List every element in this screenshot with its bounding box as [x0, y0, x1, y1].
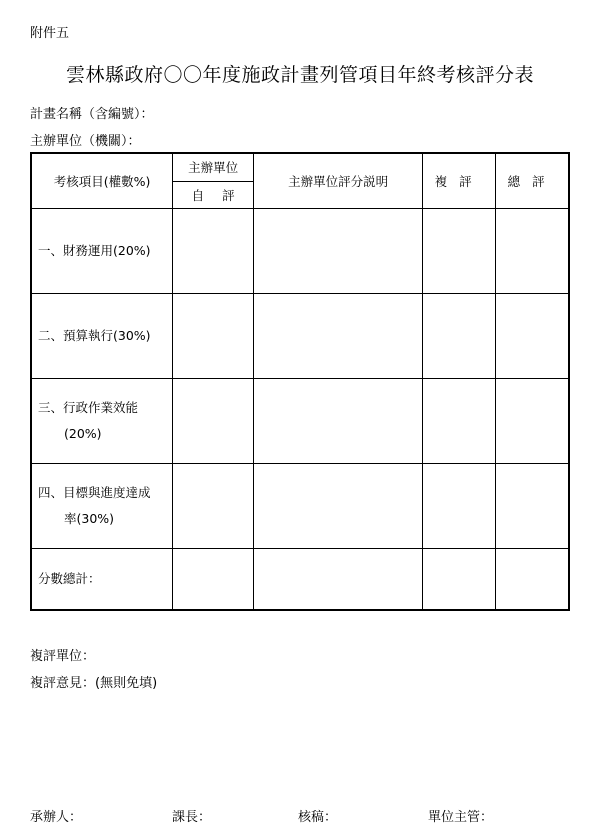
- row-item-label: [31, 464, 173, 549]
- overall-cell[interactable]: [496, 209, 569, 294]
- self-eval-cell[interactable]: [173, 209, 254, 294]
- header-overall: 總評: [496, 153, 569, 209]
- review-unit-label: 複評單位：: [30, 649, 96, 664]
- total-self-eval-cell[interactable]: [173, 549, 254, 611]
- row-item-label: [31, 294, 173, 379]
- row-item-line2: (20%): [64, 426, 102, 441]
- signature-unit-head: 單位主管：: [428, 810, 494, 825]
- attachment-label: 附件五: [30, 26, 70, 41]
- table-row: [31, 294, 569, 379]
- signature-section-chief: 課長：: [172, 810, 212, 825]
- total-review-cell[interactable]: [422, 549, 495, 611]
- table-row: [31, 209, 569, 294]
- header-review: 複評: [422, 153, 495, 209]
- review-opinion-label: 複評意見：(無則免填): [30, 676, 158, 691]
- row-item-line1: 三、行政作業效能: [38, 400, 139, 415]
- row-item-line1: 一、財務運用(20%): [38, 243, 151, 258]
- self-eval-cell[interactable]: [173, 464, 254, 549]
- review-cell[interactable]: [422, 294, 495, 379]
- row-item-line1: 二、預算執行(30%): [38, 328, 151, 343]
- table-header-row: [31, 153, 569, 209]
- review-cell[interactable]: [422, 464, 495, 549]
- self-eval-cell[interactable]: [173, 379, 254, 464]
- row-item-line1: 四、目標與進度達成: [38, 485, 151, 500]
- overall-cell[interactable]: [496, 464, 569, 549]
- explanation-cell[interactable]: [254, 379, 423, 464]
- review-cell[interactable]: [422, 379, 495, 464]
- explanation-cell[interactable]: [254, 209, 423, 294]
- overall-cell[interactable]: [496, 294, 569, 379]
- table-row: [31, 379, 569, 464]
- row-item-line2: 率(30%): [64, 511, 115, 526]
- header-self-eval: [173, 153, 254, 209]
- evaluation-table: [30, 152, 570, 611]
- explanation-cell[interactable]: [254, 464, 423, 549]
- total-label-text: 分數總計：: [38, 571, 101, 586]
- header-self-eval-top: 主辦單位: [173, 154, 253, 182]
- header-self-eval-bottom: 自評: [191, 187, 253, 203]
- signature-approver: 核稿：: [298, 810, 338, 825]
- host-unit-label: 主辦單位（機關）：: [30, 134, 141, 149]
- row-item-label: [31, 209, 173, 294]
- header-explanation: 主辦單位評分説明: [254, 153, 423, 209]
- plan-name-label: 計畫名稱（含編號）：: [30, 107, 154, 122]
- total-label: [31, 549, 173, 611]
- explanation-cell[interactable]: [254, 294, 423, 379]
- overall-cell[interactable]: [496, 379, 569, 464]
- table-row: [31, 464, 569, 549]
- total-overall-cell[interactable]: [496, 549, 569, 611]
- header-item: 考核項目(權數%): [31, 153, 173, 209]
- page-title: 雲林縣政府〇〇年度施政計畫列管項目年終考核評分表: [65, 64, 534, 86]
- table-total-row: [31, 549, 569, 611]
- self-eval-cell[interactable]: [173, 294, 254, 379]
- total-explanation-cell[interactable]: [254, 549, 423, 611]
- row-item-label: [31, 379, 173, 464]
- signature-handler: 承辦人：: [30, 810, 83, 825]
- review-cell[interactable]: [422, 209, 495, 294]
